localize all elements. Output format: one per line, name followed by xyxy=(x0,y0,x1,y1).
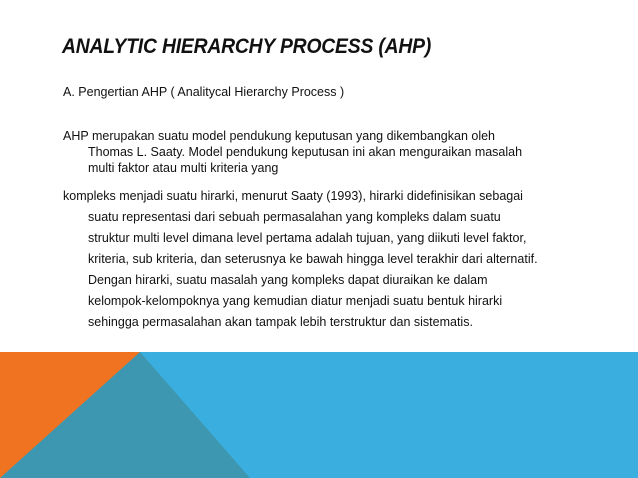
paragraph-2-line: kriteria, sub kriteria, dan seterusnya ke bawah hingga level terakhir dari alternatif. xyxy=(88,252,538,266)
paragraph-1 xyxy=(63,128,522,176)
decorative-footer-band xyxy=(0,352,638,478)
paragraph-2-line: sehingga permasalahan akan tampak lebih terstruktur dan sistematis. xyxy=(88,315,473,329)
paragraph-2-line: suatu representasi dari sebuah permasalahan yang kompleks dalam suatu xyxy=(88,210,501,224)
paragraph-1-line: AHP merupakan suatu model pendukung keputusan yang dikembangkan oleh xyxy=(63,129,496,143)
slide-subtitle: A. Pengertian AHP ( Analitycal Hierarchy Process ) xyxy=(63,85,345,99)
paragraph-2-line: Dengan hirarki, suatu masalah yang kompleks dapat diuraikan ke dalam xyxy=(88,273,488,287)
paragraph-2 xyxy=(63,186,538,333)
slide-title: ANALYTIC HIERARCHY PROCESS (AHP) xyxy=(62,35,432,58)
paragraph-1-line: multi faktor atau multi kriteria yang xyxy=(88,161,279,175)
paragraph-2-line: struktur multi level dimana level pertama adalah tujuan, yang diikuti level faktor, xyxy=(88,231,527,245)
paragraph-2-line: kompleks menjadi suatu hirarki, menurut Saaty (1993), hirarki didefinisikan sebagai xyxy=(63,189,523,203)
paragraph-1-line: Thomas L. Saaty. Model pendukung keputusan ini akan menguraikan masalah xyxy=(88,145,523,159)
paragraph-2-line: kelompok-kelompoknya yang kemudian diatur menjadi suatu bentuk hirarki xyxy=(88,294,503,308)
decorative-footer-graphic xyxy=(0,352,638,478)
